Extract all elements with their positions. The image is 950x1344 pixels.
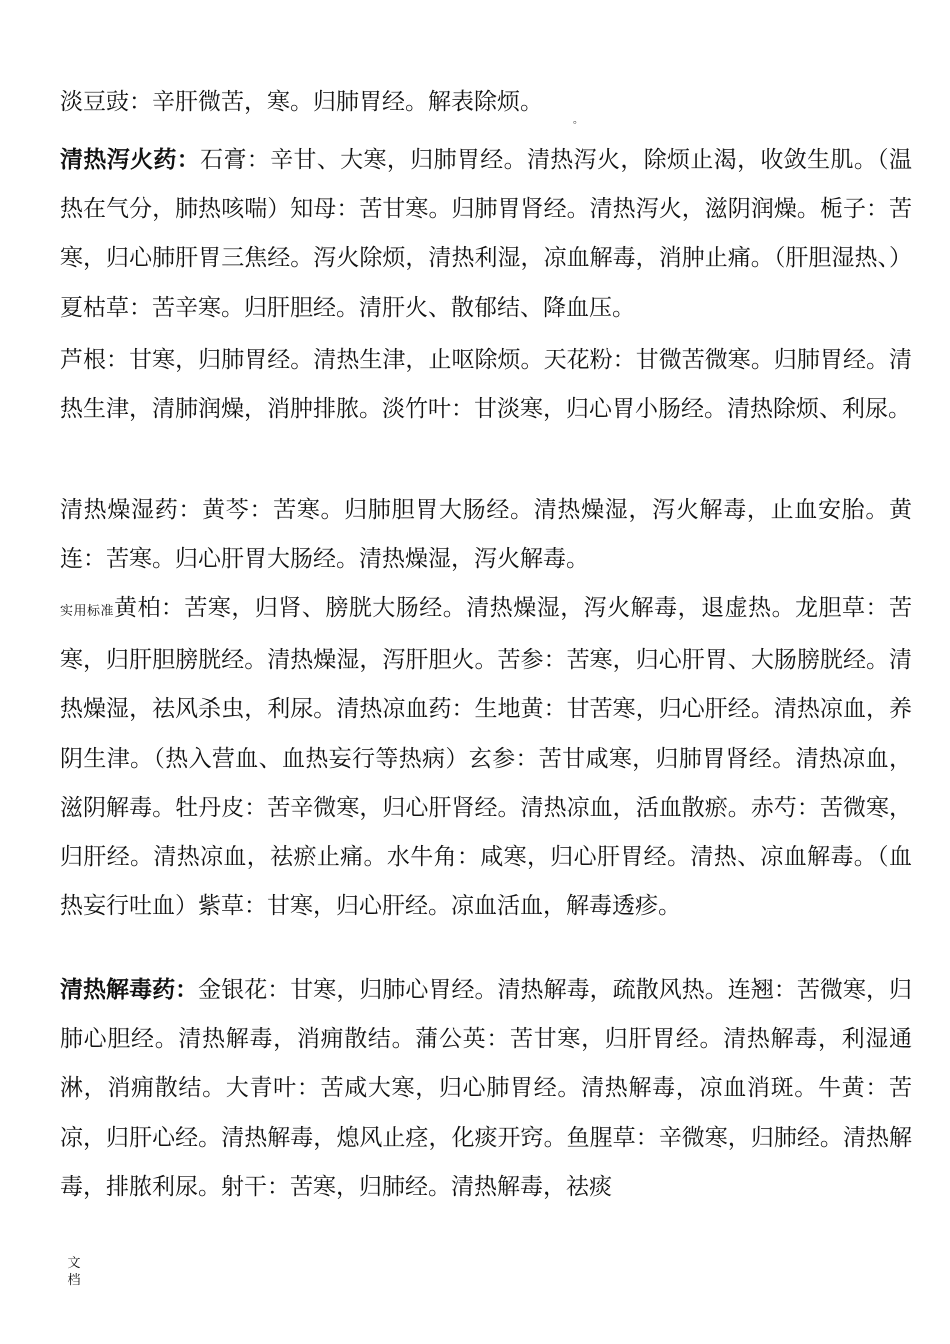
paragraph-text: 芦根：甘寒，归肺胃经。清热生津，止呕除烦。天花粉：甘微苦微寒。归肺胃经。清热生津，清肺润燥，消肿排脓。淡竹叶：甘淡寒，归心胃小肠经。清热除烦、利尿。: [60, 347, 912, 423]
paragraph-text: 黄柏：苦寒，归肾、膀胱大肠经。清热燥湿，泻火解毒，退虚热。龙胆草：苦寒，归肝胆膀胱经。清热燥湿，泻肝胆火。苦参：苦寒，归心肝胃、大肠膀胱经。清热燥湿，祛风杀虫，利尿。清热凉血药：生地黄：甘苦寒，归心肝经。清热凉血，养阴生津。（热入营血、血热妄行等热病）玄参：苦甘咸寒，归肺胃肾经。清热凉血，滋阴解毒。牡丹皮：苦辛微寒，归心肝肾经。清热凉血，活血散瘀。赤芍：苦微寒，归肝经。清热凉血，祛瘀止痛。水牛角：咸寒，归心肝胃经。清热、凉血解毒。（血热妄行吐血）紫草：甘寒，归心肝经。凉血活血，解毒透疹。: [60, 595, 912, 920]
paragraph-huangbai: [60, 584, 912, 931]
stray-mark: 。: [573, 115, 583, 126]
paragraph-text: 石膏：辛甘、大寒，归肺胃经。清热泻火，除烦止渴，收敛生肌。（温热在气分，肺热咳喘）知母：苦甘寒。归肺胃肾经。清热泻火，滋阴润燥。栀子：苦寒，归心肺肝胃三焦经。泻火除烦，清热利湿，凉血解毒，消肿止痛。（肝胆湿热、）夏枯草：苦辛寒。归肝胆经。清肝火、散郁结、降血压。: [60, 147, 913, 321]
paragraph-text: 清热燥湿药：黄芩：苦寒。归肺胆胃大肠经。清热燥湿，泻火解毒，止血安胎。黄连：苦寒。归心肝胃大肠经。清热燥湿，泻火解毒。: [60, 497, 912, 573]
paragraph-qingre-zaoshi: [60, 486, 912, 584]
paragraph-danddouchi: [60, 78, 912, 127]
watermark-label: 实用标准: [60, 604, 114, 619]
section-heading: 清热泻火药：: [60, 147, 201, 173]
paragraph-text: 金银花：甘寒，归肺心胃经。清热解毒，疏散风热。连翘：苦微寒，归肺心胆经。清热解毒，消痈散结。蒲公英：苦甘寒，归肝胃经。清热解毒，利湿通淋，消痈散结。大青叶：苦咸大寒，归心肺胃经。清热解毒，凉血消斑。牛黄：苦凉，归肝心经。清热解毒，熄风止痉，化痰开窍。鱼腥草：辛微寒，归肺经。清热解毒，排脓利尿。射干：苦寒，归肺经。清热解毒，祛痰: [60, 977, 913, 1200]
paragraph-text: 淡豆豉：辛肝微苦，寒。归肺胃经。解表除烦。: [60, 89, 543, 115]
page-footer: 文档: [67, 1256, 81, 1288]
paragraph-qingre-xiehuo: [60, 136, 912, 333]
section-heading: 清热解毒药：: [60, 977, 199, 1003]
paragraph-lugen: [60, 336, 912, 434]
paragraph-qingre-jiedu: [60, 966, 912, 1212]
